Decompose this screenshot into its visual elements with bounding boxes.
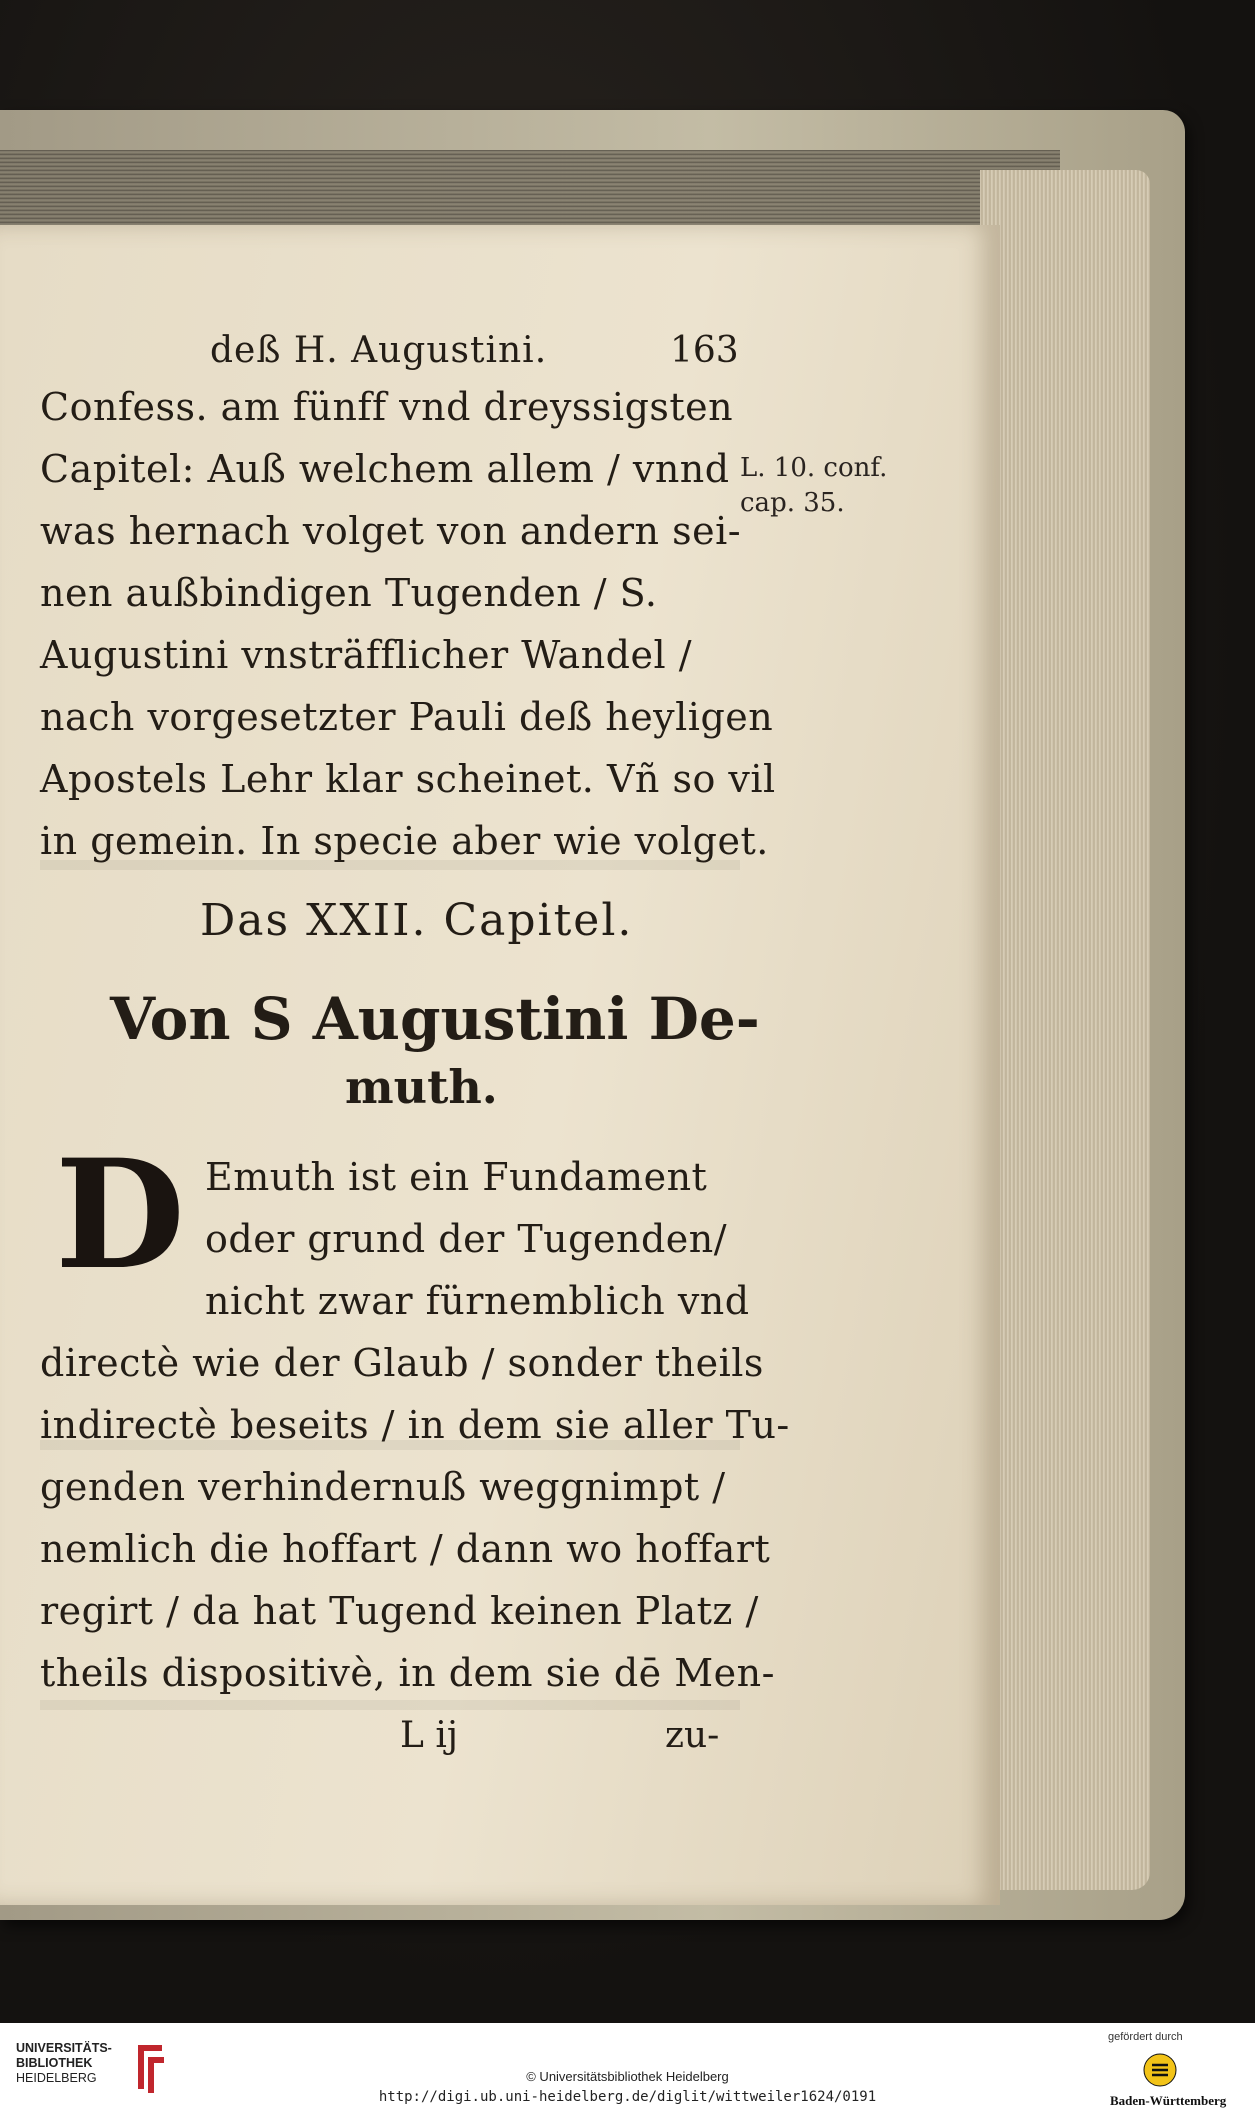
copyright-text: © Universitätsbibliothek Heidelberg (526, 2069, 729, 2084)
body-line: in gemein. In specie aber wie volget. (40, 819, 769, 863)
body-line: nemlich die hoffart / dann wo hoffart (40, 1527, 771, 1571)
body-line: was hernach volget von andern sei- (40, 509, 742, 553)
body-line: nicht zwar fürnemblich vnd (205, 1279, 750, 1323)
chapter-title-continued: muth. (345, 1060, 498, 1114)
catchword: zu- (665, 1715, 720, 1756)
state-seal-icon (1143, 2053, 1177, 2087)
signature-mark: L ij (400, 1715, 459, 1756)
margin-note: cap. 35. (740, 488, 845, 518)
body-line: Apostels Lehr klar scheinet. Vñ so vil (40, 757, 776, 801)
logo-line: BIBLIOTHEK (16, 2056, 93, 2070)
margin-note: L. 10. conf. (740, 453, 888, 483)
sponsor-label: gefördert durch (1108, 2031, 1183, 2043)
footer-bar (0, 2023, 1255, 2113)
body-line: oder grund der Tugenden/ (205, 1217, 728, 1261)
chapter-title: Von S Augustini De- (110, 985, 760, 1053)
decorated-initial: D (54, 1127, 186, 1303)
body-line: Confess. am fünff vnd dreyssigsten (40, 385, 734, 429)
body-line: directè wie der Glaub / sonder theils (40, 1341, 764, 1385)
page-fore-edges (980, 170, 1150, 1890)
chapter-heading: Das XXII. Capitel. (200, 895, 634, 946)
page-top-edges (0, 150, 1060, 230)
body-line: Capitel: Auß welchem allem / vnnd (40, 447, 730, 491)
logo-line: HEIDELBERG (16, 2071, 97, 2085)
page-number: 163 (670, 330, 739, 371)
logo-line: UNIVERSITÄTS- (16, 2041, 112, 2055)
show-through (40, 1700, 740, 1710)
sponsor-name: Baden-Württemberg (1110, 2093, 1227, 2108)
body-line: Emuth ist ein Fundament (205, 1155, 708, 1199)
body-line: theils dispositivè, in dem sie dē Men- (40, 1651, 775, 1695)
body-line: regirt / da hat Tugend keinen Platz / (40, 1589, 759, 1633)
body-line: nach vorgesetzter Pauli deß heyligen (40, 695, 774, 739)
body-line: Augustini vnsträfflicher Wandel / (40, 633, 693, 677)
permalink[interactable]: http://digi.ub.uni-heidelberg.de/diglit/wittweiler1624/0191 (378, 2089, 877, 2105)
body-line: nen außbindigen Tugenden / S. (40, 571, 658, 615)
body-line: indirectè beseits / in dem sie aller Tu- (40, 1403, 790, 1447)
running-head: deß H. Augustini. (210, 330, 548, 371)
body-line: genden verhindernuß weggnimpt / (40, 1465, 726, 1509)
